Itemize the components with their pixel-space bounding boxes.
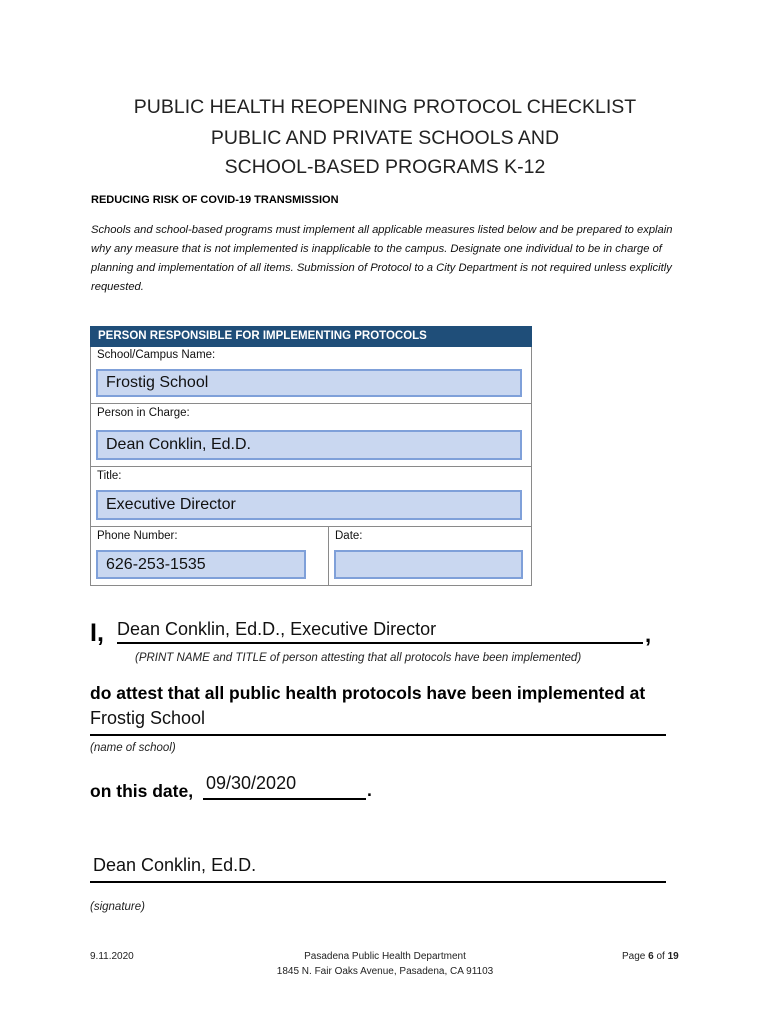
name-title-caption: (PRINT NAME and TITLE of person attesting that all protocols have been implemented) [135,652,582,664]
title-field[interactable]: Executive Director [96,490,522,520]
doc-title-line1: PUBLIC HEALTH REOPENING PROTOCOL CHECKLIST [133,96,637,118]
form-heading: PERSON RESPONSIBLE FOR IMPLEMENTING PROTOCOLS [90,326,532,347]
phone-label: Phone Number: [97,530,178,542]
footer-address: 1845 N. Fair Oaks Avenue, Pasadena, CA 91103 [276,966,494,977]
signature-caption: (signature) [90,901,145,913]
date-label: Date: [335,530,363,542]
attest-i-prefix: I, [90,619,104,647]
attest-school-value: Frostig School [90,708,206,728]
period: . [367,780,372,800]
intro-paragraph: Schools and school-based programs must implement all applicable measures listed below and be prepared to explain why any measure that is not implemented is inapplicable to the campus. Designate one individual to be in charge of planning and implementation of all items. Submission of Protocol to a City Department is not required unless explicitly requested. [91,224,673,293]
page-current: 6 [648,951,654,962]
title-label: Title: [97,470,122,482]
school-name-label: School/Campus Name: [97,349,216,361]
page-total: 19 [667,951,679,962]
section-heading: REDUCING RISK OF COVID-19 TRANSMISSION [91,194,339,206]
divider [90,403,532,404]
attest-date-line[interactable] [203,773,366,800]
person-in-charge-field[interactable]: Dean Conklin, Ed.D. [96,430,522,460]
signature-value: Dean Conklin, Ed.D. [93,855,257,875]
page-prefix: Page [622,951,646,962]
divider [328,526,329,586]
name-title-value: Dean Conklin, Ed.D., Executive Director [117,619,437,639]
date-field[interactable] [334,550,523,579]
school-line[interactable] [90,708,666,736]
attest-date-value: 09/30/2020 [206,773,297,793]
page-number [622,951,679,962]
doc-title-line2: PUBLIC AND PRIVATE SCHOOLS AND [210,127,560,149]
doc-title-line3: SCHOOL-BASED PROGRAMS K-12 [224,156,546,178]
page-of: of [656,951,665,962]
name-title-line[interactable] [117,619,643,644]
school-caption: (name of school) [90,742,176,754]
comma: , [645,622,652,647]
date-prefix: on this date, [90,781,194,801]
signature-line[interactable] [90,855,666,883]
person-in-charge-label: Person in Charge: [97,407,190,419]
divider [90,466,532,467]
footer-date: 9.11.2020 [90,951,134,962]
phone-field[interactable]: 626-253-1535 [96,550,306,579]
school-name-field[interactable]: Frostig School [96,369,522,397]
footer-department: Pasadena Public Health Department [304,951,466,962]
attest-statement: do attest that all public health protocols have been implemented at [90,683,646,703]
divider [90,526,532,527]
